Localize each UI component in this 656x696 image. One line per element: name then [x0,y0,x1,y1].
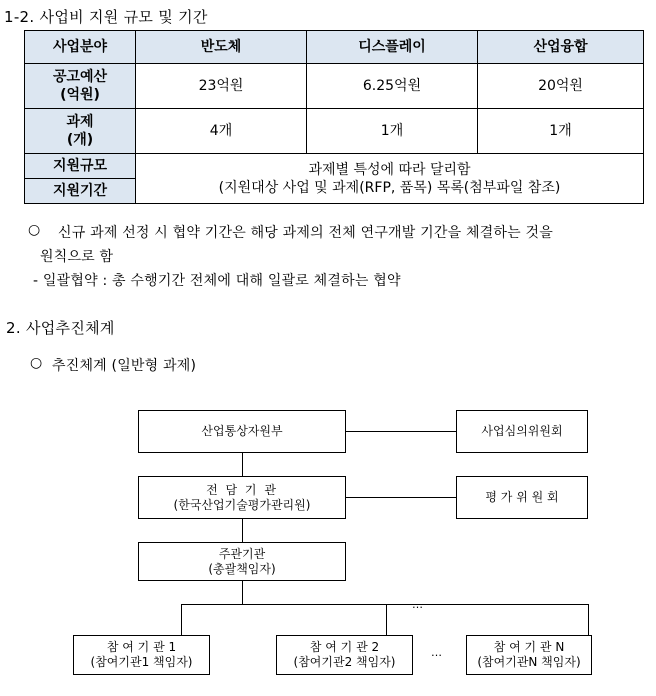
ministry-box [138,410,346,453]
committee2-box [456,476,588,519]
participantN-box [466,635,592,675]
budget-label: 공고예산 [52,69,108,85]
budget-display: 6.25억원 [307,64,478,109]
merged-line-1: 과제별 특성에 따라 달리함 [308,161,471,178]
connector-agency-host [242,518,243,542]
budget-convergence: 20억원 [478,64,644,109]
participant1-label: 참 여 기 관 1 [106,640,177,654]
section-1-title: 1-2. 사업비 지원 규모 및 기간 [4,8,208,26]
budget-semiconductor: 23억원 [136,64,307,109]
table-header-row [25,31,644,64]
participant1-box [73,635,210,675]
participant2-label: 참 여 기 관 2 [309,640,380,654]
connector-participantN [588,604,589,636]
header-convergence: 산업융합 [478,31,644,64]
section-2-title: 2. 사업추진체계 [6,319,115,337]
participant1-sublabel: (참여기관1 책임자) [90,655,193,669]
participant2-box [276,635,413,675]
connector-participant2 [386,604,387,636]
projects-semiconductor: 4개 [136,109,307,154]
committee2-label: 평 가 위 원 회 [485,490,559,504]
connector-participants-bus [181,604,588,605]
budget-unit: (억원) [60,87,100,103]
header-display: 디스플레이 [307,31,478,64]
section-2-subtitle: 추진체계 (일반형 과제) [52,358,197,374]
committee1-box [456,410,588,453]
row-label-scale: 지원규모 [25,154,136,179]
table-row [25,64,644,109]
support-table [24,30,644,204]
ellipsis-top: … [412,598,423,611]
merged-support-cell [136,154,644,204]
section-2-bullet: ○ [30,355,43,371]
row-label-period: 지원기간 [25,179,136,204]
projects-convergence: 1개 [478,109,644,154]
projects-unit: (개) [66,132,94,148]
ellipsis-mid: … [431,646,442,659]
agency-sublabel: (한국산업기술평가관리원) [173,497,311,512]
ministry-label: 산업통상자원부 [201,424,283,438]
projects-display: 1개 [307,109,478,154]
host-label: 주관기관 [218,546,266,561]
header-semiconductor: 반도체 [136,31,307,64]
note-line-2: 원칙으로 함 [40,249,114,265]
header-field: 사업분야 [25,31,136,64]
agency-box [138,476,346,519]
host-sublabel: (총괄책임자) [208,561,276,576]
merged-line-2: (지원대상 사업 및 과제(RFP, 품목) 목록(첨부파일 참조) [218,179,561,196]
row-label-projects [25,109,136,154]
participantN-label: 참 여 기 관 N [493,640,565,654]
projects-label: 과제 [66,114,94,130]
participantN-sublabel: (참여기관N 책임자) [477,655,581,669]
dash-note: - 일괄협약 : 총 수행기간 전체에 대해 일괄로 체결하는 협약 [33,273,401,289]
committee1-label: 사업심의위원회 [481,424,563,438]
row-label-budget [25,64,136,109]
agency-label: 전 담 기 관 [206,482,278,497]
connector-committee1 [345,431,457,432]
connector-committee2 [345,497,457,498]
connector-host-branch [242,580,243,604]
table-row [25,109,644,154]
connector-ministry-agency [242,452,243,476]
connector-participant1 [181,604,182,636]
note-line-1: 신규 과제 선정 시 협약 기간은 해당 과제의 전체 연구개발 기간을 체결하는 것을 [58,225,553,241]
participant2-sublabel: (참여기관2 책임자) [293,655,396,669]
host-box [138,542,346,581]
table-row [25,154,644,179]
note-bullet: ○ [28,222,41,238]
